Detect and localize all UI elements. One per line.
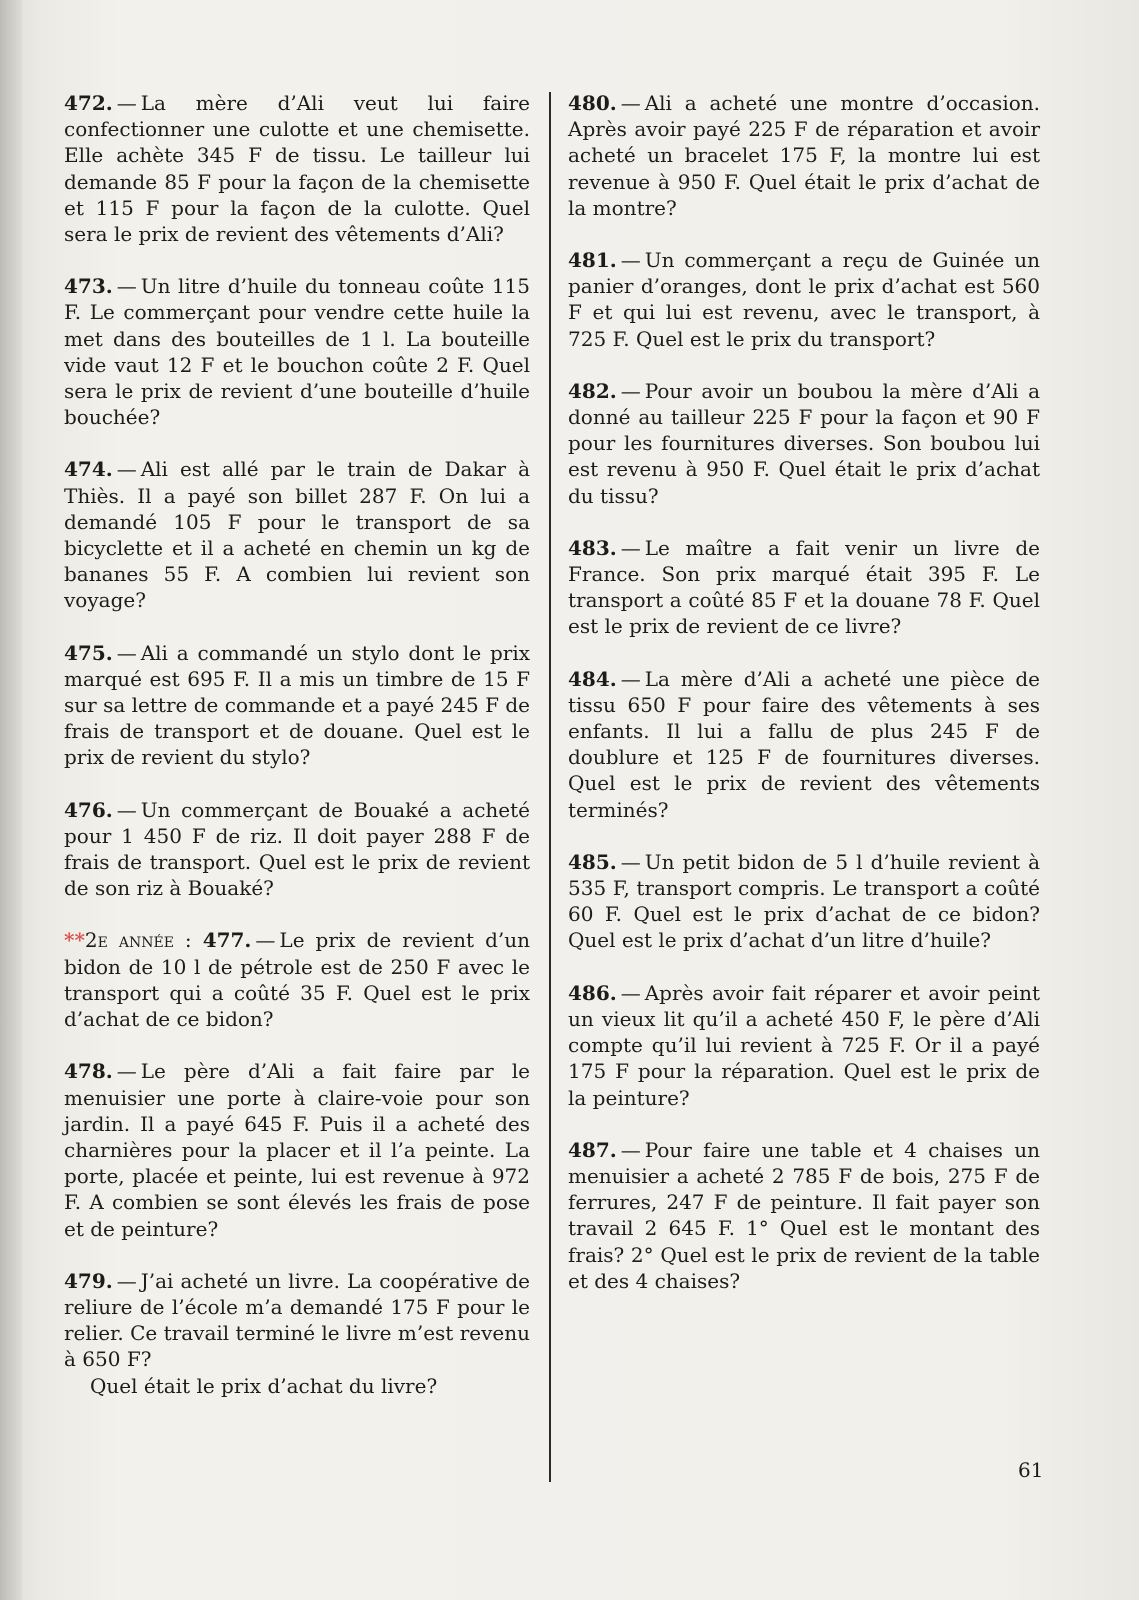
problem-477 — [64, 927, 530, 1032]
problem-text: La mère d’Ali veut lui faire confectionner une culotte et une chemisette. Elle achète 345 F de tissu. Le tailleur lui demande 85 F pour la façon de la chemisette et 115 F pour la façon de la culotte. Quel sera le prix de revient des vêtements d’Ali? — [64, 91, 530, 247]
problem-text: J’ai acheté un livre. La coopérative de reliure de l’école m’a demandé 175 F pour le relier. Ce travail terminé le livre m’est revenu à 650 F? — [64, 1268, 530, 1372]
problem-482 — [568, 378, 1040, 509]
problem-text: Ali est allé par le train de Dakar à Thiès. Il a payé son billet 287 F. On lui a demandé 105 F pour le transport de sa bicyclette et il a acheté en chemin un kg de bananes 55 F. A combien lui revient son voyage? — [64, 457, 530, 613]
problem-number: 486. — [568, 980, 617, 1005]
problem-text: Pour avoir un boubou la mère d’Ali a donné au tailleur 225 F pour la façon et 90 F pour les fournitures diverses. Son boubou lui est revenu à 950 F. Quel était le prix d’achat du tissu? — [568, 378, 1040, 508]
problem-text: Ali a commandé un stylo dont le prix marqué est 695 F. Il a mis un timbre de 15 F sur sa lettre de commande et a payé 245 F de frais de transport et de douane. Quel est le prix de revient du stylo? — [64, 640, 530, 770]
dash: — — [116, 457, 137, 482]
problem-text: Le prix de revient d’un bidon de 10 l de pétrole est de 250 F avec le transport qui a coûté 35 F. Quel est le prix d’achat de ce bidon? — [64, 928, 530, 1032]
dash: — — [620, 91, 641, 115]
problem-number: 478. — [64, 1059, 113, 1084]
column-divider — [549, 92, 551, 1482]
problem-486 — [568, 980, 1040, 1111]
problem-number: 481. — [568, 248, 617, 273]
dash: — — [116, 274, 137, 299]
dash: — — [116, 797, 137, 822]
problem-number: 483. — [568, 535, 617, 560]
dash: — — [620, 378, 641, 403]
problem-question: Quel était le prix d’achat du livre? — [90, 1373, 438, 1398]
page-number: 61 — [1018, 1458, 1044, 1482]
problem-text: Pour faire une table et 4 chaises un menuisier a acheté 2 785 F de bois, 275 F de ferrures, 247 F de peinture. Il fait payer son travail 2 645 F. 1° Quel est le montant des frais? 2° Quel est le prix de revient de la table et des 4 chaises? — [568, 1137, 1040, 1293]
problem-number: 477. — [202, 928, 252, 953]
left-column — [64, 90, 530, 1425]
problem-text: Le père d’Ali a fait faire par le menuisier une porte à claire-voie pour son jardin. Il a payé 645 F. Puis il a acheté des charnières pour la placer et il l’a peinte. La porte, placée et peinte, lui est revenue à 972 F. A combien se sont élevés les frais de pose et de peinture? — [64, 1059, 530, 1241]
dash: — — [620, 666, 641, 691]
book-spine-shadow — [0, 0, 22, 1600]
problem-487 — [568, 1137, 1040, 1294]
problem-text: Un commerçant de Bouaké a acheté pour 1 450 F de riz. Il doit payer 288 F de frais de transport. Quel est le prix de revient de son riz à Bouaké? — [64, 797, 530, 901]
dash: — — [620, 248, 641, 273]
problem-number: 474. — [64, 457, 113, 482]
problem-number: 479. — [64, 1268, 113, 1293]
problem-478 — [64, 1058, 530, 1241]
right-column — [568, 90, 1040, 1320]
level-label: 2e année : — [84, 928, 203, 953]
problem-number: 485. — [568, 849, 617, 874]
problem-481 — [568, 247, 1040, 352]
problem-number: 473. — [64, 274, 113, 299]
problem-472 — [64, 90, 530, 247]
dash: — — [255, 928, 276, 953]
dash: — — [620, 535, 641, 560]
problem-text: Ali a acheté une montre d’occasion. Après avoir payé 225 F de réparation et avoir acheté un bracelet 175 F, la montre lui est revenue à 950 F. Quel était le prix d’achat de la montre? — [568, 91, 1040, 220]
problem-text: Un petit bidon de 5 l d’huile revient à 535 F, transport compris. Le transport a coûté 60 F. Quel est le prix d’achat de ce bidon? Quel est le prix d’achat d’un litre d’huile? — [568, 849, 1040, 953]
problem-number: 472. — [64, 91, 113, 115]
difficulty-stars: ** — [64, 928, 85, 953]
problem-text: La mère d’Ali a acheté une pièce de tissu 650 F pour faire des vêtements à ses enfants. Il lui a fallu de plus 245 F de doublure et 125 F de fournitures diverses. Quel est le prix de revient des vêtements terminés? — [568, 666, 1040, 822]
problem-text: Le maître a fait venir un livre de France. Son prix marqué était 395 F. Le transport a coûté 85 F et la douane 78 F. Quel est le prix de revient de ce livre? — [568, 535, 1040, 639]
problem-479 — [64, 1268, 530, 1399]
dash: — — [620, 1137, 641, 1162]
problem-number: 484. — [568, 666, 617, 691]
problem-474 — [64, 456, 530, 613]
problem-number: 487. — [568, 1137, 617, 1162]
problem-text: Après avoir fait réparer et avoir peint un vieux lit qu’il a acheté 450 F, le père d’Ali compte qu’il lui revient à 725 F. Or il a payé 175 F pour la réparation. Quel est le prix de la peinture? — [568, 980, 1040, 1110]
problem-475 — [64, 640, 530, 771]
dash: — — [116, 1268, 137, 1293]
problem-text: Un litre d’huile du tonneau coûte 115 F. Le commerçant pour vendre cette huile la met dans des bouteilles de 1 l. La bouteille vide vaut 12 F et le bouchon coûte 2 F. Quel sera le prix de revient d’une bouteille d’huile bouchée? — [64, 274, 530, 430]
dash: — — [116, 1059, 137, 1084]
dash: — — [116, 640, 137, 665]
problem-text: Un commerçant a reçu de Guinée un panier d’oranges, dont le prix d’achat est 560 F et qui lui est revenu, avec le transport, à 725 F. Quel est le prix du transport? — [568, 248, 1040, 351]
dash: — — [620, 849, 641, 874]
problem-484 — [568, 666, 1040, 823]
problem-number: 482. — [568, 378, 617, 403]
problem-483 — [568, 535, 1040, 640]
problem-number: 480. — [568, 91, 617, 115]
problem-485 — [568, 849, 1040, 954]
problem-473 — [64, 273, 530, 430]
problem-480 — [568, 90, 1040, 221]
problem-476 — [64, 797, 530, 902]
dash: — — [620, 980, 641, 1005]
problem-number: 475. — [64, 640, 113, 665]
problem-number: 476. — [64, 797, 113, 822]
dash: — — [116, 91, 137, 115]
